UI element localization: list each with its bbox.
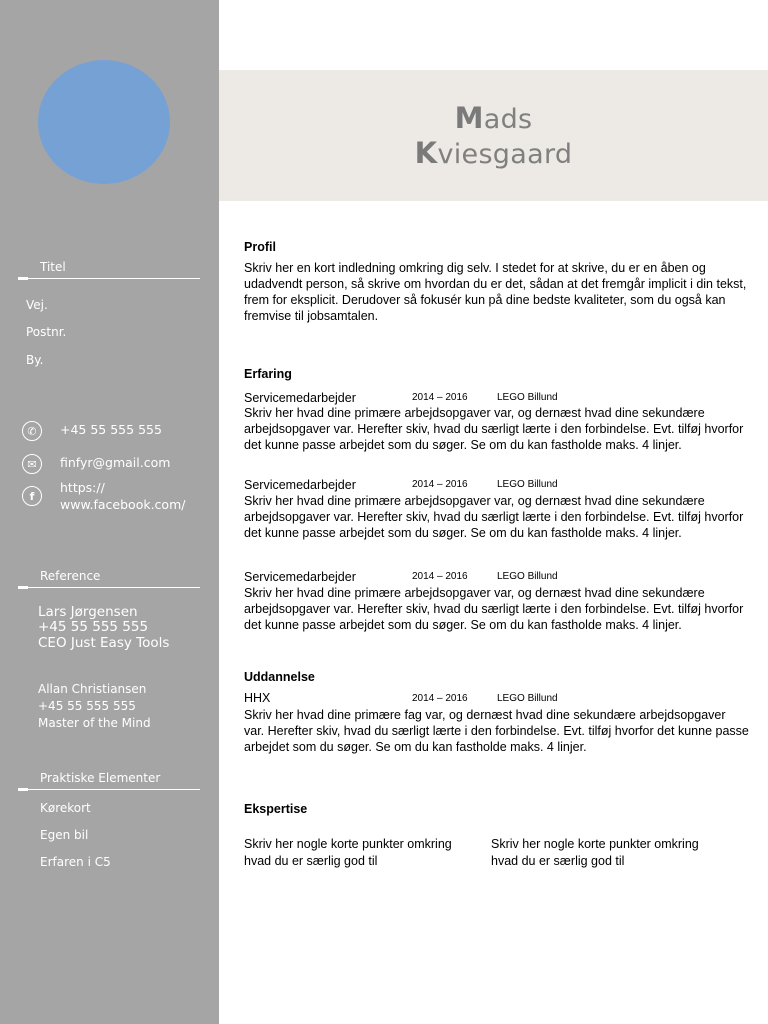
contact-email: [22, 454, 170, 474]
education-title: HHX: [244, 691, 271, 705]
reference-1-role: CEO Just Easy Tools: [38, 635, 170, 651]
name-banner: [219, 70, 768, 201]
expertise-item: Skriv her nogle korte punkter omkring hvad du er særlig god til: [244, 837, 452, 868]
job-title: Servicemedarbejder: [244, 478, 356, 492]
job-place: LEGO Billund: [497, 479, 558, 490]
job-description: Skriv her hvad dine primære arbejdsopgaver var, og dernæst hvad dine sekundære arbejdsopgaver var. Herefter skiv, hvad du særligt lærte i den forbindelse. Evt. tilføj hvorfor det kunne passe arbejdet som du søger. Se om du kan fastholde maks. 4 linjer.: [244, 494, 744, 540]
job-title: Servicemedarbejder: [244, 391, 356, 405]
section-header-reference: [18, 568, 200, 588]
job-dates: 2014 – 2016: [412, 479, 468, 490]
education-dates: 2014 – 2016: [412, 693, 468, 704]
profile-heading: Profil: [244, 240, 276, 254]
job-description: Skriv her hvad dine primære arbejdsopgaver var, og dernæst hvad dine sekundære arbejdsopgaver var. Herefter skiv, hvad du særligt lærte i den forbindelse. Evt. tilføj hvorfor det kunne passe arbejdet som du søger. Se om du kan fastholde maks. 4 linjer.: [244, 406, 744, 452]
expertise-item: Skriv her nogle korte punkter omkring hvad du er særlig god til: [491, 837, 699, 868]
section-practical-label: Praktiske Elementer: [40, 771, 161, 785]
reference-2-phone: +45 55 555 555: [38, 699, 136, 713]
profile-text: Skriv her en kort indledning omkring dig selv. I stedet for at skrive, du er en åben og udadvendt person, så skrive om hvordan du er det, sådan at det fremgår implicit i din tekst, frem for eksplicit. Derudover så fokusér kun på dine bedste kvaliteter, som du også kan fremvise til jobsamtalen.: [244, 261, 747, 323]
last-name: Kviesgaard: [414, 136, 573, 170]
practical-item: Egen bil: [40, 828, 89, 842]
mail-icon: ✉: [22, 454, 42, 474]
job-dates: 2014 – 2016: [412, 571, 468, 582]
contact-facebook: [22, 479, 185, 513]
section-header-title: [18, 259, 200, 279]
expertise-heading: Ekspertise: [244, 802, 308, 816]
section-header-practical: [18, 770, 200, 790]
section-divider-tick: [18, 586, 28, 589]
facebook-link-line1: https://: [60, 480, 105, 495]
section-title-label: Titel: [40, 260, 66, 274]
reference-1-phone: +45 55 555 555: [38, 619, 149, 635]
contact-phone: [22, 421, 162, 441]
experience-heading: Erfaring: [244, 367, 292, 381]
address-city: By.: [26, 353, 44, 367]
address-street: Vej.: [26, 298, 48, 312]
section-divider: [18, 587, 200, 588]
education-place: LEGO Billund: [497, 693, 558, 704]
facebook-icon: f: [22, 486, 42, 506]
section-divider-tick: [18, 277, 28, 280]
reference-1-name: Lars Jørgensen: [38, 604, 138, 620]
section-divider: [18, 278, 200, 279]
job-description: Skriv her hvad dine primære arbejdsopgaver var, og dernæst hvad dine sekundære arbejdsopgaver var. Herefter skiv, hvad du særligt lærte i den forbindelse. Evt. tilføj hvorfor det kunne passe arbejdet som du søger. Se om du kan fastholde maks. 4 linjer.: [244, 586, 744, 632]
sidebar: [0, 0, 219, 1024]
avatar: [38, 60, 170, 184]
phone-icon: ✆: [22, 421, 42, 441]
job-place: LEGO Billund: [497, 571, 558, 582]
reference-2-name: Allan Christiansen: [38, 682, 147, 696]
education-heading: Uddannelse: [244, 670, 315, 684]
practical-item: Erfaren i C5: [40, 855, 111, 869]
reference-2-role: Master of the Mind: [38, 716, 151, 730]
address-postcode: Postnr.: [26, 325, 67, 339]
email-link[interactable]: finfyr@gmail.com: [60, 455, 171, 470]
practical-item: Kørekort: [40, 801, 91, 815]
section-divider: [18, 789, 200, 790]
first-name: Mads: [454, 101, 533, 135]
job-place: LEGO Billund: [497, 392, 558, 403]
education-description: Skriv her hvad dine primære fag var, og dernæst hvad dine sekundære arbejdsopgaver var. Herefter skiv, hvad du særligt lærte i den forbindelse. Evt. tilføj hvorfor det kunne passe arbejdet som du søger. Se om du kan fastholde maks. 4 linjer.: [244, 708, 749, 754]
job-dates: 2014 – 2016: [412, 392, 468, 403]
job-title: Servicemedarbejder: [244, 570, 356, 584]
section-divider-tick: [18, 788, 28, 791]
facebook-link-line2: www.facebook.com/: [60, 497, 186, 512]
facebook-link[interactable]: [60, 479, 185, 513]
section-reference-label: Reference: [40, 569, 101, 583]
phone-text: +45 55 555 555: [60, 422, 162, 437]
